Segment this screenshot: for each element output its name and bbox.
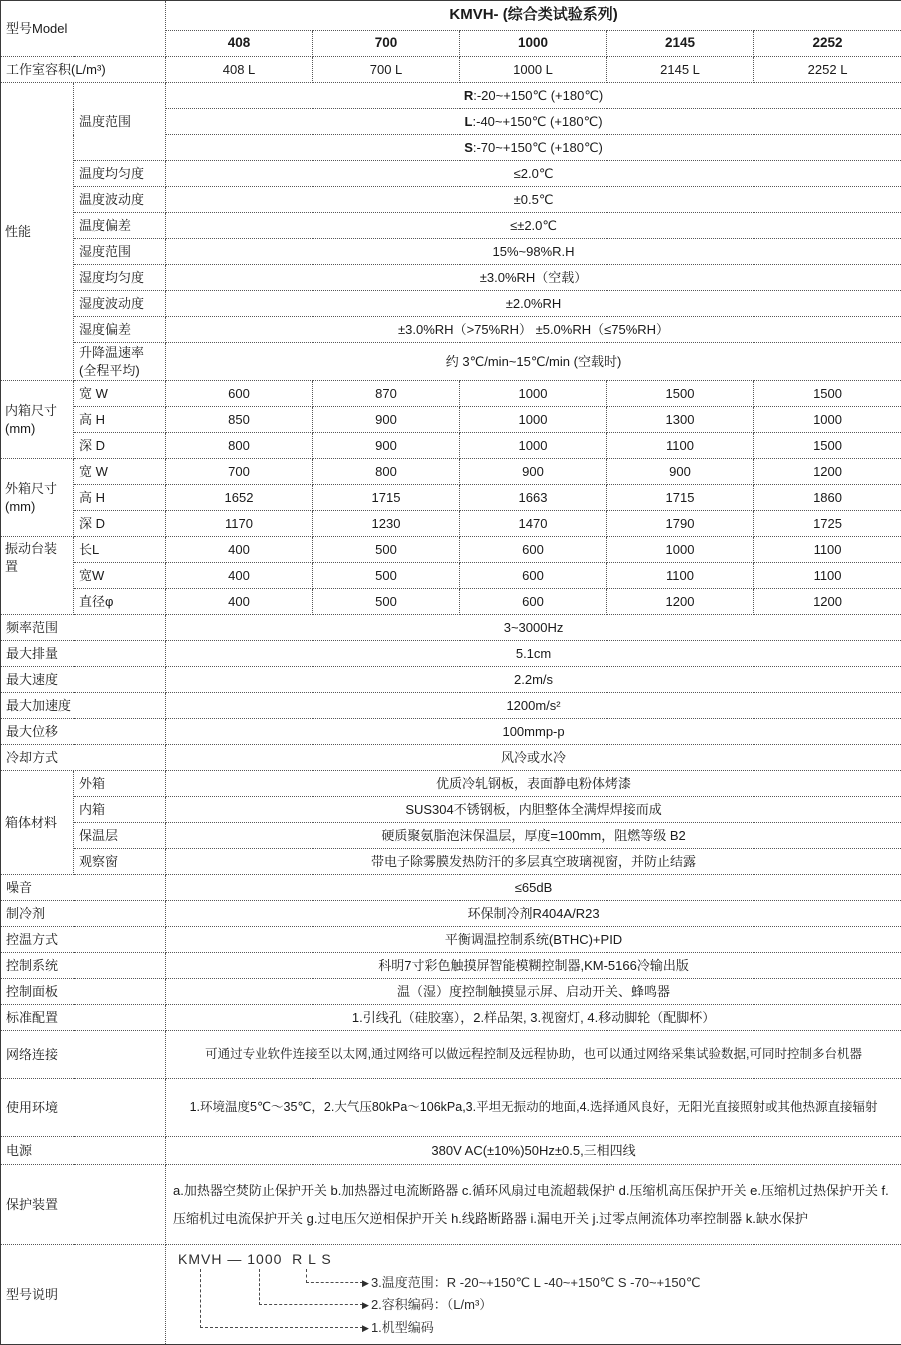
dim-value: 1200 [754,589,901,615]
model-header: 408 [166,31,313,57]
row-label: 频率范围 [1,615,166,641]
dim-value: 1663 [460,485,607,511]
row-inner-width [1,381,901,407]
row-label: 内箱 [74,797,166,823]
dim-value: 1100 [607,433,754,459]
spec-value: 1.引线孔（硅胶塞），2.样品架, 3.视窗灯, 4.移动脚轮（配脚杯） [166,1005,901,1031]
row-label: 长L [74,537,166,563]
spec-value: 380V AC(±10%)50Hz±0.5,三相四线 [166,1137,901,1165]
model-header: 2145 [607,31,754,57]
row-label: 最大排量 [1,641,166,667]
legend-item-3 [362,1276,700,1291]
row-label: 温度偏差 [74,213,166,239]
range-prefix: S [464,140,473,155]
spec-value: ±3.0%RH（空载） [166,265,901,291]
spec-value: 15%~98%R.H [166,239,901,265]
spec-value: 平衡调温控制系统(BTHC)+PID [166,927,901,953]
spec-value: 硬质聚氨脂泡沫保温层，厚度=100mm，阻燃等级 B2 [166,823,901,849]
group-label-line: 内箱尺寸 [5,402,69,420]
range-text: :-20~+150℃ (+180℃) [473,88,603,103]
row-label: 深 D [74,433,166,459]
dim-value: 800 [166,433,313,459]
spec-value: 可通过专业软件连接至以太网,通过网络可以做远程控制及远程协助，也可以通过网络采集试验数据,可同时控制多台机器 [166,1031,901,1079]
row-noise [1,875,901,901]
row-max-displacement-amp [1,641,901,667]
range-prefix: L [465,114,473,129]
dim-value: 1500 [607,381,754,407]
row-vib-diameter [1,589,901,615]
row-label: 电源 [1,1137,166,1165]
row-label: 保护装置 [1,1165,166,1245]
model-label: 型号Model [1,1,166,57]
spec-value: ≤65dB [166,875,901,901]
dim-value: 400 [166,563,313,589]
spec-value: ≤2.0℃ [166,161,901,187]
dim-value: 1500 [754,381,901,407]
dim-value: 1725 [754,511,901,537]
row-inner-height [1,407,901,433]
dim-value: 900 [607,459,754,485]
row-label: 网络连接 [1,1031,166,1079]
row-label: 高 H [74,407,166,433]
row-label: 温度均匀度 [74,161,166,187]
row-label: 高 H [74,485,166,511]
dim-value: 400 [166,537,313,563]
row-humidity-fluctuation [1,291,901,317]
spec-value: a.加热器空焚防止保护开关 b.加热器过电流断路器 c.循环风扇过电流超载保护 d.压缩机高压保护开关 e.压缩机过热保护开关 f.压缩机过电流保护开关 g.过电压欠逆相保护开关 h.线路断路器 i.漏电开关 j.过零点闸流体功率控制器 k.缺水保护 [166,1165,901,1245]
dim-value: 900 [313,407,460,433]
row-power [1,1137,901,1165]
dim-value: 1000 [460,407,607,433]
capacity-value: 700 L [313,57,460,83]
legend-item-2 [362,1298,492,1313]
row-material-outer [1,771,901,797]
spec-value: 1200m/s² [166,693,901,719]
row-label: 温度范围 [74,83,166,161]
spec-value: 环保制冷剂R404A/R23 [166,901,901,927]
dim-value: 600 [460,589,607,615]
row-vib-width [1,563,901,589]
dim-value: 500 [313,563,460,589]
row-label: 控制面板 [1,979,166,1005]
row-temp-range-r [1,83,901,109]
spec-value: 科明7寸彩色触摸屏智能模糊控制器,KM-5166冷输出版 [166,953,901,979]
row-refrigerant [1,901,901,927]
dim-value: 1000 [460,433,607,459]
row-label: 宽 W [74,381,166,407]
row-control-panel [1,979,901,1005]
row-label: 温度波动度 [74,187,166,213]
model-code: KMVH — 1000 R L S [178,1250,332,1269]
arrow-right-icon: ▶ [362,1300,369,1310]
spec-value: 约 3℃/min~15℃/min (空载时) [166,343,901,381]
row-outer-width [1,459,901,485]
row-vib-length [1,537,901,563]
dim-value: 500 [313,589,460,615]
spec-value: 2.2m/s [166,667,901,693]
dim-value: 1000 [754,407,901,433]
model-header: 1000 [460,31,607,57]
row-temp-control [1,927,901,953]
dim-value: 1000 [607,537,754,563]
arrow-right-icon: ▶ [362,1323,369,1333]
row-max-acceleration [1,693,901,719]
row-label: 深 D [74,511,166,537]
row-label: 宽W [74,563,166,589]
dim-value: 600 [166,381,313,407]
row-control-system [1,953,901,979]
row-label: 标准配置 [1,1005,166,1031]
capacity-value: 1000 L [460,57,607,83]
row-label: 保温层 [74,823,166,849]
group-label-line: 外箱尺寸 [5,480,69,498]
dim-value: 1200 [754,459,901,485]
row-label: 冷却方式 [1,745,166,771]
row-humidity-range [1,239,901,265]
group-label-line: (mm) [5,498,69,516]
group-label-vibration: 振动台装置 [1,537,74,615]
spec-value: 5.1cm [166,641,901,667]
row-protection [1,1165,901,1245]
row-material-window [1,849,901,875]
capacity-value: 2145 L [607,57,754,83]
dim-value: 800 [313,459,460,485]
dim-value: 850 [166,407,313,433]
row-standard-config [1,1005,901,1031]
row-outer-height [1,485,901,511]
legend-connector-3 [306,1269,363,1283]
ramp-label-line2: (全程平均) [79,362,161,380]
dim-value: 900 [460,459,607,485]
row-network [1,1031,901,1079]
row-label: 直径φ [74,589,166,615]
dim-value: 600 [460,537,607,563]
spec-value [166,135,901,161]
dim-value: 700 [166,459,313,485]
row-label [74,343,166,381]
legend-item-text: 3.温度范围：R -20~+150℃ L -40~+150℃ S -70~+150℃ [371,1275,701,1290]
dim-value: 1470 [460,511,607,537]
range-text: :-70~+150℃ (+180℃) [473,140,603,155]
row-label: 控制系统 [1,953,166,979]
dim-value: 1000 [460,381,607,407]
dim-value: 900 [313,433,460,459]
dim-value: 1652 [166,485,313,511]
legend-item-text: 2.容积编码：（L/m³） [371,1297,492,1312]
legend-diagram-cell [166,1245,901,1345]
dim-value: 1170 [166,511,313,537]
spec-value: 100mmp-p [166,719,901,745]
row-ramp-rate [1,343,901,381]
spec-value: 优质冷轧钢板，表面静电粉体烤漆 [166,771,901,797]
row-label: 工作室容积(L/m³) [1,57,166,83]
dim-value: 600 [460,563,607,589]
dim-value: 500 [313,537,460,563]
group-label-line: (mm) [5,420,69,438]
row-outer-depth [1,511,901,537]
capacity-value: 2252 L [754,57,901,83]
row-frequency [1,615,901,641]
row-material-insulation [1,823,901,849]
spec-value: 带电子除雾膜发热防汗的多层真空玻璃视窗，并防止结露 [166,849,901,875]
dim-value: 400 [166,589,313,615]
row-max-speed [1,667,901,693]
dim-value: 1100 [607,563,754,589]
row-temp-fluctuation [1,187,901,213]
dim-value: 1715 [607,485,754,511]
group-label-inner-dims [1,381,74,459]
row-inner-depth [1,433,901,459]
model-code-diagram [166,1245,901,1343]
row-label: 观察窗 [74,849,166,875]
row-label: 最大加速度 [1,693,166,719]
row-label: 湿度波动度 [74,291,166,317]
arrow-right-icon: ▶ [362,1278,369,1288]
legend-item-text: 1.机型编码 [371,1320,434,1335]
series-title: KMVH- (综合类试验系列) [166,1,901,31]
row-label: 湿度范围 [74,239,166,265]
spec-value: 温（湿）度控制触摸显示屏、启动开关、蜂鸣器 [166,979,901,1005]
row-label: 使用环境 [1,1079,166,1137]
row-label: 噪音 [1,875,166,901]
capacity-value: 408 L [166,57,313,83]
spec-value [166,109,901,135]
spec-value: 1.环境温度5℃～35℃，2.大气压80kPa～106kPa,3.平坦无振动的地面,4.选择通风良好，无阳光直接照射或其他热源直接辐射 [166,1079,901,1137]
dim-value: 870 [313,381,460,407]
row-capacity [1,57,901,83]
dim-value: 1200 [607,589,754,615]
dim-value: 1100 [754,563,901,589]
group-label-outer-dims [1,459,74,537]
dim-value: 1230 [313,511,460,537]
ramp-label-line1: 升降温速率 [79,344,161,362]
group-label-materials: 箱体材料 [1,771,74,875]
row-temp-deviation [1,213,901,239]
model-header: 700 [313,31,460,57]
row-model-legend [1,1245,901,1345]
spec-value: SUS304不锈钢板，内胆整体全满焊焊接而成 [166,797,901,823]
spec-value: 3~3000Hz [166,615,901,641]
row-label: 宽 W [74,459,166,485]
spec-value: ±0.5℃ [166,187,901,213]
row-label: 型号说明 [1,1245,166,1345]
row-label: 制冷剂 [1,901,166,927]
row-label: 最大速度 [1,667,166,693]
dim-value: 1715 [313,485,460,511]
legend-item-1 [362,1321,434,1336]
spec-value: ±2.0%RH [166,291,901,317]
group-label-performance: 性能 [1,83,74,381]
spec-value: ≤±2.0℃ [166,213,901,239]
row-label: 湿度均匀度 [74,265,166,291]
row-cooling [1,745,901,771]
dim-value: 1500 [754,433,901,459]
row-max-travel [1,719,901,745]
row-label: 湿度偏差 [74,317,166,343]
row-humidity-deviation [1,317,901,343]
range-text: :-40~+150℃ (+180℃) [473,114,603,129]
row-label: 外箱 [74,771,166,797]
dim-value: 1790 [607,511,754,537]
row-environment [1,1079,901,1137]
row-material-inner [1,797,901,823]
row-label: 控温方式 [1,927,166,953]
spec-value: ±3.0%RH（>75%RH） ±5.0%RH（≤75%RH） [166,317,901,343]
dim-value: 1860 [754,485,901,511]
row-humidity-uniformity [1,265,901,291]
spec-value: 风冷或水冷 [166,745,901,771]
dim-value: 1300 [607,407,754,433]
model-header: 2252 [754,31,901,57]
dim-value: 1100 [754,537,901,563]
row-temp-uniformity [1,161,901,187]
range-prefix: R [464,88,473,103]
row-label: 最大位移 [1,719,166,745]
spec-value [166,83,901,109]
